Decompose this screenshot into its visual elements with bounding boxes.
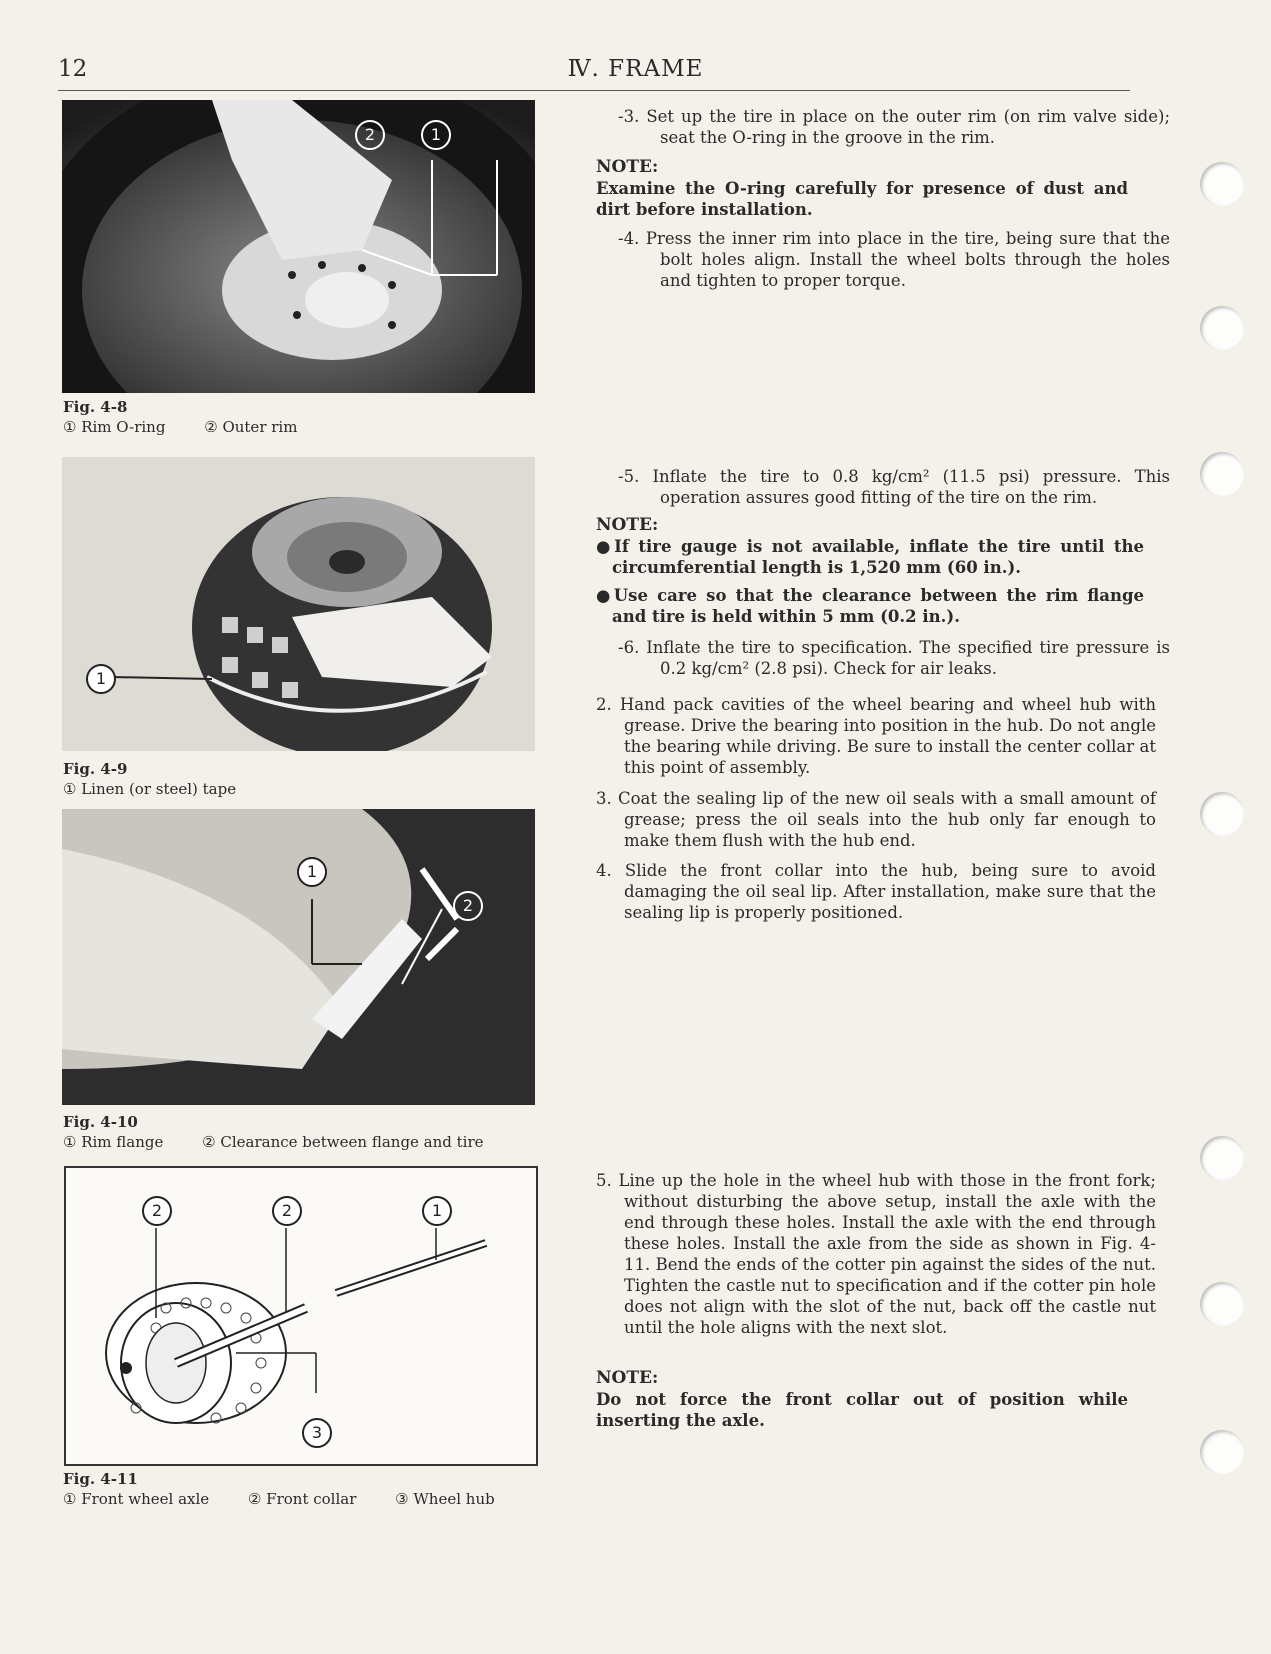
note-bullet: ●Use care so that the clearance between the rim flange and tire is held within 5 mm (0.2 in.). — [596, 586, 1144, 626]
callout-2: 2 — [453, 891, 483, 921]
note-text: Examine the O-ring carefully for presence of dust and dirt before installation. — [596, 179, 1128, 219]
note-text: Do not force the front collar out of position while inserting the axle. — [596, 1390, 1128, 1430]
item-3-text: 3. Coat the sealing lip of the new oil seals with a small amount of grease; press the oil seals into the hub only far enough to make them flush with the hub end. — [596, 789, 1156, 850]
binder-hole — [1200, 1136, 1244, 1180]
callout-1: 1 — [421, 120, 451, 150]
legend-item: ① Rim flange — [63, 1133, 164, 1151]
legend-item: ② Outer rim — [204, 418, 298, 436]
item-5-text: 5. Line up the hole in the wheel hub with those in the front fork; without disturbing the above setup, install the axle with the end through these holes. Install the axle with the end through these holes. Install the axle from the side as shown in Fig. 4-11. Bend the ends of the cotter pin against the sides of the nut. Tighten the castle nut to specification and if the cotter pin hole does not align with the slot of the nut, back off the castle nut until the hole aligns with the next slot. — [596, 1171, 1156, 1337]
item-2-text: 2. Hand pack cavities of the wheel bearing and wheel hub with grease. Drive the bearing into position in the hub. Do not angle the bearing while driving. Be sure to install the center collar at this point of assembly. — [596, 695, 1156, 777]
figure-label: Fig. 4-10 — [63, 1113, 138, 1131]
fig-4-9-photo — [62, 457, 535, 751]
callout-2: 2 — [355, 120, 385, 150]
binder-hole — [1200, 1430, 1244, 1474]
callout-1: 1 — [86, 664, 116, 694]
legend-item: ① Rim O-ring — [63, 418, 166, 436]
figure-legend — [63, 1133, 518, 1151]
figure-label: Fig. 4-11 — [63, 1470, 138, 1488]
callout-2: 2 — [272, 1196, 302, 1226]
header-divider — [58, 90, 1130, 91]
figure-legend — [63, 418, 331, 436]
item-4-text: 4. Slide the front collar into the hub, being sure to avoid damaging the oil seal lip. After installation, make sure that the sealing lip is properly positioned. — [596, 861, 1156, 922]
step-4-text: -4. Press the inner rim into place in the tire, being sure that the bolt holes align. Install the wheel bolts through the holes and tighten to proper torque. — [618, 229, 1170, 290]
fig-4-10-photo — [62, 809, 535, 1105]
figure-label: Fig. 4-8 — [63, 398, 128, 416]
callout-1: 1 — [297, 857, 327, 887]
binder-hole — [1200, 162, 1244, 206]
step-6-text: -6. Inflate the tire to specification. The specified tire pressure is 0.2 kg/cm² (2.8 psi). Check for air leaks. — [618, 638, 1170, 678]
legend-item: ③ Wheel hub — [395, 1490, 495, 1508]
note-label: NOTE: — [596, 515, 659, 535]
callout-3: 3 — [302, 1418, 332, 1448]
step-3-text: -3. Set up the tire in place on the outer rim (on rim valve side); seat the O-ring in the groove in the rim. — [618, 107, 1170, 147]
note-label: NOTE: — [596, 1368, 659, 1388]
legend-item: ① Front wheel axle — [63, 1490, 210, 1508]
callout-2: 2 — [142, 1196, 172, 1226]
binder-hole — [1200, 792, 1244, 836]
legend-item: ② Clearance between flange and tire — [202, 1133, 484, 1151]
binder-hole — [1200, 306, 1244, 350]
fig-4-8-photo — [62, 100, 535, 393]
figure-legend — [63, 1490, 529, 1508]
note-bullet: ●If tire gauge is not available, inflate the tire until the circumferential length is 1,520 mm (60 in.). — [596, 537, 1144, 577]
chapter-title: Ⅳ. FRAME — [567, 56, 704, 82]
legend-item: ① Linen (or steel) tape — [63, 780, 237, 798]
figure-legend — [63, 780, 270, 798]
legend-item: ② Front collar — [247, 1490, 357, 1508]
page-number: 12 — [58, 56, 88, 82]
callout-1: 1 — [422, 1196, 452, 1226]
binder-hole — [1200, 1282, 1244, 1326]
figure-label: Fig. 4-9 — [63, 760, 128, 778]
binder-hole — [1200, 452, 1244, 496]
note-label: NOTE: — [596, 157, 659, 177]
step-5-text: -5. Inflate the tire to 0.8 kg/cm² (11.5 psi) pressure. This operation assures good fitting of the tire on the rim. — [618, 467, 1170, 507]
fig-4-11-drawing — [64, 1166, 538, 1466]
